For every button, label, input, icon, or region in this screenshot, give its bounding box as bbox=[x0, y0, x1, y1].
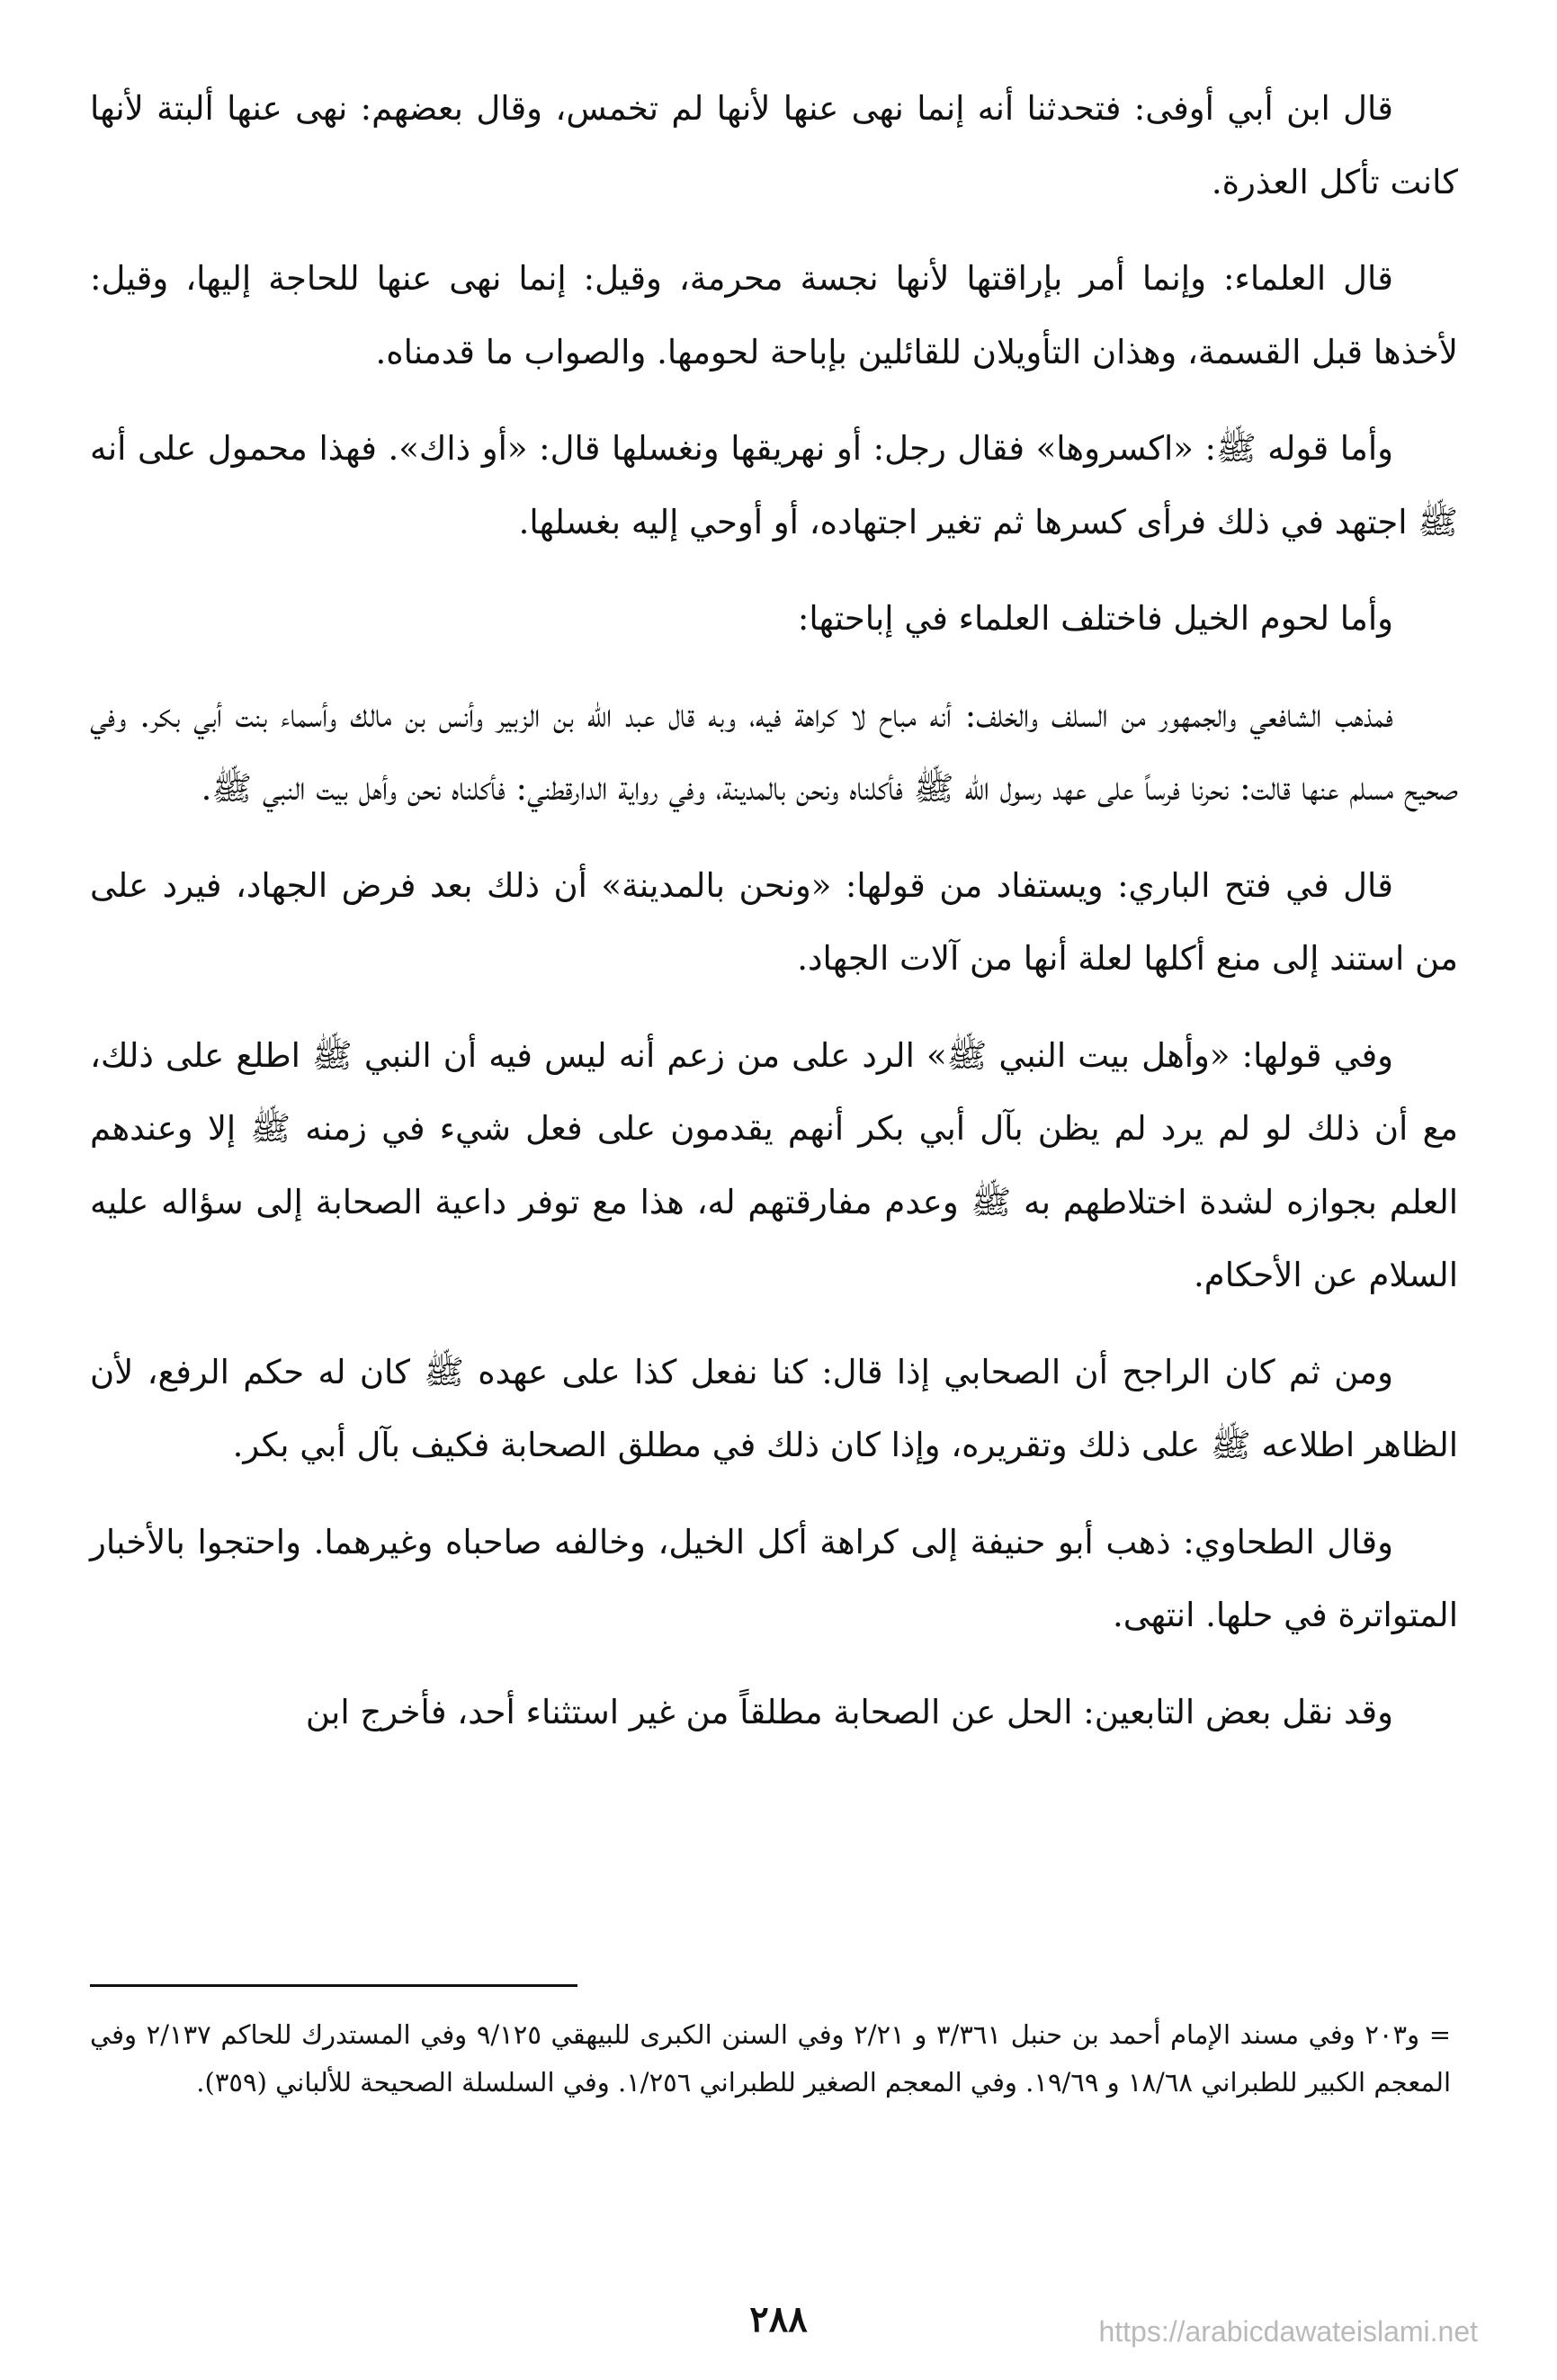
main-text-body bbox=[90, 72, 1458, 1772]
paragraph-7: وفي قولها: «وأهل بيت النبي ﷺ» الرد على من زعم أنه ليس فيه أن النبي ﷺ اطلع على ذلك، مع أن ذلك لو لم يرد لم يظن بآل أبي بكر أنهم يقدمون على فعل شيء في زمنه ﷺ إلا وعندهم العلم بجوازه لشدة اختلاطهم به ﷺ وعدم مفارقتهم له، هذا مع توفر داعية الصحابة إلى سؤاله عليه السلام عن الأحكام. bbox=[90, 1035, 1458, 1294]
footnotes-section bbox=[90, 2011, 1451, 2107]
paragraph-6: قال في فتح الباري: ويستفاد من قولها: «ونحن بالمدينة» أن ذلك بعد فرض الجهاد، فيرد على من استند إلى منع أكلها لعلة أنها من آلات الجهاد. bbox=[90, 865, 1458, 978]
footnote-separator bbox=[90, 1984, 577, 1987]
paragraph-4: وأما لحوم الخيل فاختلف العلماء في إباحتها: bbox=[797, 599, 1393, 638]
paragraph-9: وقال الطحاوي: ذهب أبو حنيفة إلى كراهة أكل الخيل، وخالفه صاحباه وغيرهما. واحتجوا بالأخبار المتواترة في حلها. انتهى. bbox=[90, 1522, 1458, 1634]
footnote-text: = و٢٠٣ وفي مسند الإمام أحمد بن حنبل ٣/٣٦١ و ٢/٢١ وفي السنن الكبرى للبيهقي ٩/١٢٥ وفي المستدرك للحاكم ٢/١٣٧ وفي المعجم الكبير للطبراني ١٨/٦٨ و ١٩/٦٩. وفي المعجم الصغير للطبراني ١/٢٥٦. وفي السلسلة الصحيحة للألباني (٣٥٩). bbox=[90, 2019, 1451, 2098]
paragraph-3: وأما قوله ﷺ: «اكسروها» فقال رجل: أو نهريقها ونغسلها قال: «أو ذاك». فهذا محمول على أنه ﷺ اجتهد في ذلك فرأى كسرها ثم تغير اجتهاده، أو أوحي إليه بغسلها. bbox=[90, 429, 1458, 541]
paragraph-2: قال العلماء: وإنما أمر بإراقتها لأنها نجسة محرمة، وقيل: إنما نهى عنها للحاجة إليها، وقيل: لأخذها قبل القسمة، وهذان التأويلان للقائلين بإباحة لحومها. والصواب ما قدمناه. bbox=[90, 259, 1458, 371]
paragraph-10: وقد نقل بعض التابعين: الحل عن الصحابة مطلقاً من غير استثناء أحد، فأخرج ابن bbox=[305, 1692, 1393, 1731]
paragraph-5: فمذهب الشافعي والجمهور من السلف والخلف: أنه مباح لا كراهة فيه، وبه قال عبد الله بن الزبير وأنس بن مالك وأسماء بنت أبي بكر. وفي صحيح مسلم عنها قالت: نحرنا فرساً على عهد رسول الله ﷺ فأكلناه ونحن بالمدينة، وفي رواية الدارقطني: فأكلناه نحن وأهل بيت النبي ﷺ. bbox=[90, 695, 1458, 808]
paragraph-1: قال ابن أبي أوفى: فتحدثنا أنه إنما نهى عنها لأنها لم تخمس، وقال بعضهم: نهى عنها ألبتة لأنها كانت تأكل العذرة. bbox=[90, 89, 1458, 201]
source-watermark: https://arabicdawateislami.net bbox=[1098, 2315, 1478, 2348]
paragraph-8: ومن ثم كان الراجح أن الصحابي إذا قال: كنا نفعل كذا على عهده ﷺ كان له حكم الرفع، لأن الظاهر اطلاعه ﷺ على ذلك وتقريره، وإذا كان ذلك في مطلق الصحابة فكيف بآل أبي بكر. bbox=[90, 1352, 1458, 1464]
page-number: ٢٨٨ bbox=[749, 2298, 808, 2340]
